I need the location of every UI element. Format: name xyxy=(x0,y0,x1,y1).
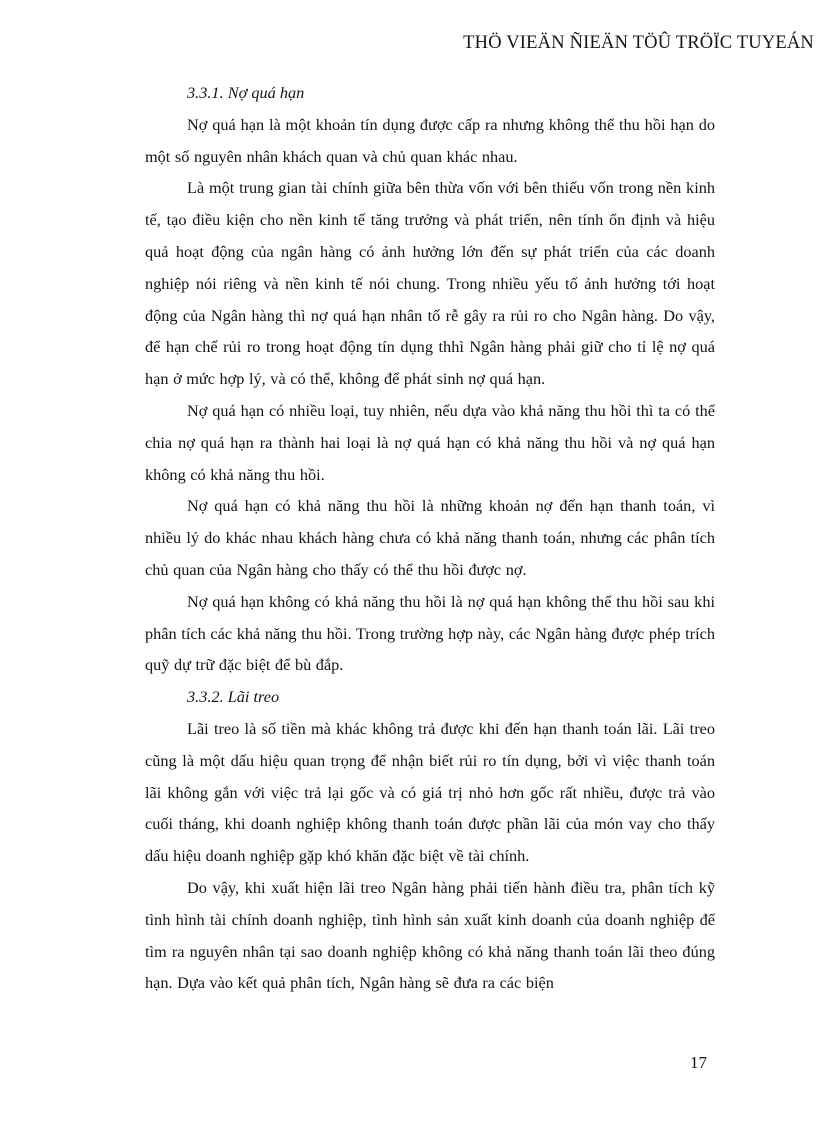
running-header: THÖ VIEÄN ÑIEÄN TÖÛ TRÖÏC TUYEÁN xyxy=(463,33,814,53)
paragraph: Do vậy, khi xuất hiện lãi treo Ngân hàng phải tiến hành điều tra, phân tích kỹ tình hình tài chính doanh nghiệp, tình hình sản xuất kinh doanh của doanh nghiệp để tìm ra nguyên nhân tại sao doanh nghiệp không có khả năng thanh toán lãi theo đúng hạn. Dựa vào kết quả phân tích, Ngân hàng sẽ đưa ra các biện xyxy=(145,877,715,993)
paragraph: Nợ quá hạn không có khả năng thu hồi là nợ quá hạn không thể thu hồi sau khi phân tích các khả năng thu hồi. Trong trường hợp này, các Ngân hàng được phép trích quỹ dự trữ đặc biệt để bù đắp. xyxy=(145,591,715,675)
page-body xyxy=(145,77,715,999)
paragraph: Nợ quá hạn là một khoản tín dụng được cấp ra nhưng không thể thu hồi hạn do một số nguyên nhân khách quan và chủ quan khác nhau. xyxy=(145,114,715,166)
section-heading: 3.3.2. Lãi treo xyxy=(187,687,280,707)
paragraph: Lãi treo là số tiền mà khác không trả được khi đến hạn thanh toán lãi. Lãi treo cũng là một dấu hiệu quan trọng để nhận biết rủi ro tín dụng, bởi vì việc thanh toán lãi không gắn với việc trả lại gốc và có giá trị nhỏ hơn gốc rất nhiều, được trả vào cuối tháng, khi doanh nghiệp không thanh toán được phần lãi của món vay cho thấy dấu hiệu doanh nghiệp gặp khó khăn đặc biệt về tài chính. xyxy=(145,718,715,866)
paragraph: Là một trung gian tài chính giữa bên thừa vốn với bên thiếu vốn trong nền kinh tế, tạo điều kiện cho nền kinh tế tăng trưởng và phát triển, nên tính ổn định và hiệu quả hoạt động của ngân hàng có ảnh hưởng lớn đến sự phát triển của các doanh nghiệp nói riêng và nền kinh tế nói chung. Trong nhiều yếu tố ảnh hưởng tới hoạt động của Ngân hàng thì nợ quá hạn nhân tố rễ gây ra rủi ro cho Ngân hàng. Do vậy, để hạn chế rủi ro trong hoạt động tín dụng thhì Ngân hàng phải giữ cho tỉ lệ nợ quá hạn ở mức hợp lý, và có thể, không để phát sinh nợ quá hạn. xyxy=(145,178,715,389)
section-heading: 3.3.1. Nợ quá hạn xyxy=(187,83,305,102)
paragraph: Nợ quá hạn có khả năng thu hồi là những khoản nợ đến hạn thanh toán, vì nhiều lý do khác nhau khách hàng chưa có khả năng thanh toán, nhưng các phân tích chủ quan của Ngân hàng cho thấy có thể thu hồi được nợ. xyxy=(145,496,715,579)
page-number: 17 xyxy=(690,1053,707,1072)
paragraph: Nợ quá hạn có nhiều loại, tuy nhiên, nếu dựa vào khả năng thu hồi thì ta có thể chia nợ quá hạn ra thành hai loại là nợ quá hạn có khả năng thu hồi và nợ quá hạn không có khả năng thu hồi. xyxy=(145,400,715,484)
